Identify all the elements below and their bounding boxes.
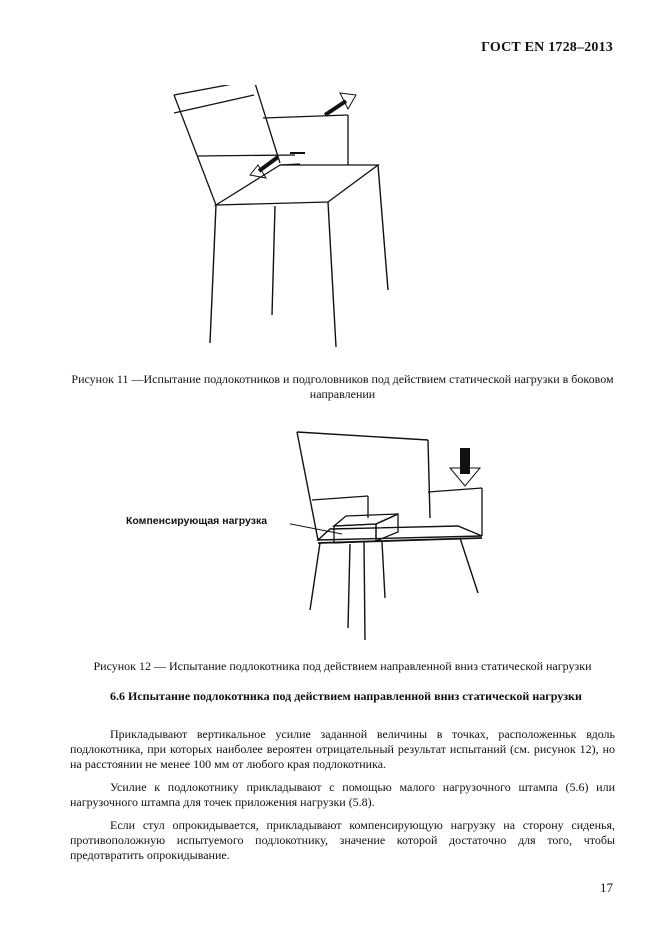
paragraph-3: Если стул опрокидывается, прикладывают компенсирующую нагрузку на сторону сиденья, противоположную испытуемого подлокотнику, значение которой достаточно для того, чтобы предотвратить опрокидывание. xyxy=(70,818,615,862)
compensating-load-label: Компенсирующая нагрузка xyxy=(126,515,268,527)
figure-12-caption: Рисунок 12 — Испытание подлокотника под действием направленной вниз статической нагрузки xyxy=(93,659,592,673)
figure-11-chair-drawing xyxy=(160,85,420,350)
paragraph-1: Прикладывают вертикальное усилие заданной величины в точках, расположенньк вдоль подлокотника, при которых наиболее вероятен отрицательный результат испытаний (см. рисунок 12), но на расстоянии не менее 100 мм от любого края подлокотника. xyxy=(70,727,615,771)
section-title: 6.6 Испытание подлокотника под действием направленной вниз статической нагрузки xyxy=(110,689,582,703)
paragraph-2: Усилие к подлокотнику прикладывают с помощью малого нагрузочного штампа (5.6) или нагрузочного штампа для точек приложения нагрузки (5.8). xyxy=(70,780,615,809)
figure-11-caption: Рисунок 11 —Испытание подлокотников и подголовников под действием статической нагрузки в боковом направлении xyxy=(71,372,614,401)
page-number: 17 xyxy=(600,880,613,895)
document-header: ГОСТ EN 1728–2013 xyxy=(481,40,613,55)
figure-12-chair-drawing xyxy=(290,428,500,643)
